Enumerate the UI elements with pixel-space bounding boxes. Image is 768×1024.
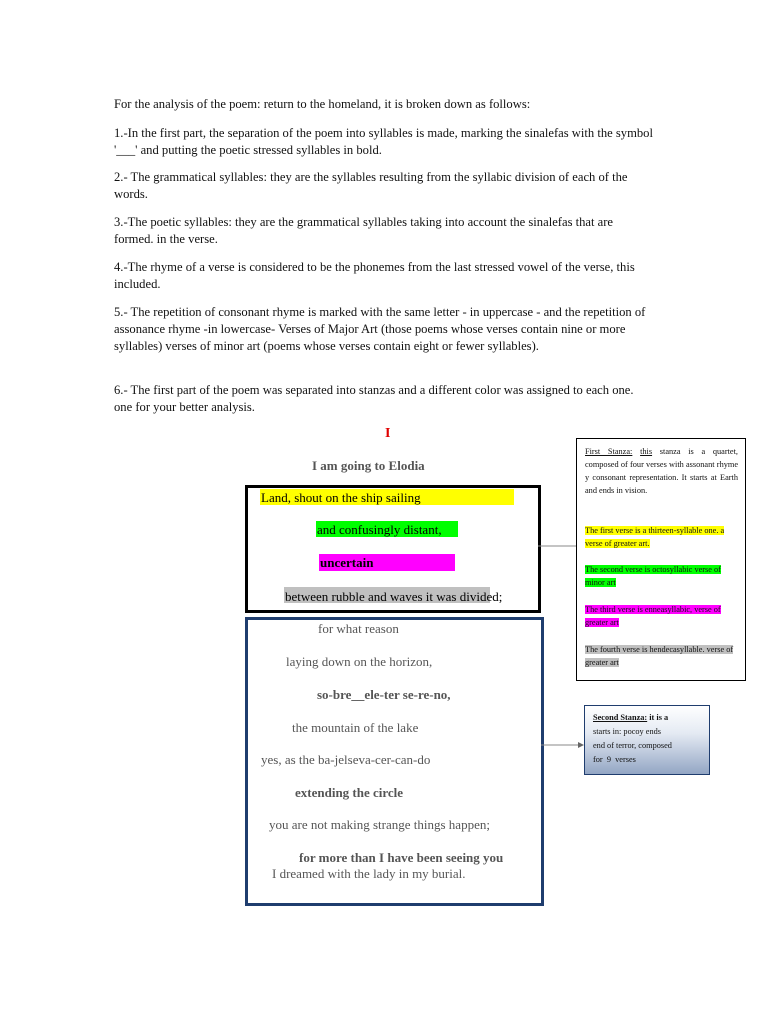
first-stanza-intro <box>585 445 738 497</box>
stanza-1-line-3: uncertain <box>320 555 374 570</box>
second-stanza-text <box>593 711 703 767</box>
second-stanza-note <box>584 705 710 775</box>
note-verse-2: The second verse is octosyllabic verse of minor art <box>585 565 721 587</box>
first-stanza-note <box>576 438 746 681</box>
point-4: 4.-The rhyme of a verse is considered to be the phonemes from the last stressed vowel of the verse, this included. <box>114 260 635 291</box>
note-verse-4: The fourth verse is hendecasyllable. verse of greater art <box>585 645 734 667</box>
point-1: 1.-In the first part, the separation of the poem into syllables is made, marking the sinalefas with the symbol '___' and putting the poetic stressed syllables in bold. <box>114 126 653 157</box>
intro-paragraph: For the analysis of the poem: return to the homeland, it is broken down as follows: <box>114 97 531 111</box>
stanza-2-line-4: the mountain of the lake <box>292 720 419 735</box>
stanza-1-line-2: and confusingly distant, <box>317 522 442 537</box>
stanza-2-line-5: yes, as the ba-jelseva-cer-can-do <box>261 752 431 767</box>
stanza-2-line-9: I dreamed with the lady in my burial. <box>272 866 466 881</box>
first-stanza-heading: First Stanza: <box>585 447 633 456</box>
second-stanza-heading: Second Stanza: <box>593 713 648 722</box>
first-stanza-text: stanza is a quartet, composed of four verses with assonant rhyme y consonant representation. It starts at Earth and ends in vision. <box>585 447 738 495</box>
second-stanza-line-2: starts in: pocoy ends <box>593 727 661 736</box>
poem-title: I am going to Elodia <box>312 458 425 473</box>
stanza-1-line-4: between rubble and waves it was divided; <box>285 589 503 604</box>
stanza-2-line-8: for more than I have been seeing you <box>299 850 504 865</box>
second-stanza-line-4: for 9 verses <box>593 755 636 764</box>
stanza-1-line-1: Land, shout on the ship sailing <box>261 490 421 505</box>
stanza-2-line-3: so-bre__ele-ter se-re-no, <box>317 687 451 702</box>
section-numeral: I <box>385 426 391 441</box>
point-2: 2.- The grammatical syllables: they are the syllables resulting from the syllabic division of each of the words. <box>114 170 628 201</box>
stanza-2-line-7: you are not making strange things happen; <box>269 817 490 832</box>
stanza-2-line-6: extending the circle <box>295 785 404 800</box>
note-verse-1: The first verse is a thirteen-syllable one. a verse of greater art. <box>585 526 725 548</box>
note-verse-3: The third verse is enneasyllabic, verse of greater art <box>585 605 721 627</box>
second-stanza-line-3: end of terror, composed <box>593 741 672 750</box>
point-3: 3.-The poetic syllables: they are the grammatical syllables taking into account the sinalefas that are formed. in the verse. <box>114 215 614 246</box>
stanza-2-line-1: for what reason <box>318 621 399 636</box>
second-stanza-line-1: it is a <box>649 713 669 722</box>
point-5: 5.- The repetition of consonant rhyme is marked with the same letter - in uppercase - and the repetition of assonance rhyme -in lowercase- Verses of Major Art (those poems whose verses contain nine or more syllables) verses of minor art (poems whose verses contain eight or fewer syllables). <box>114 305 646 353</box>
stanza-2-line-2: laying down on the horizon, <box>286 654 433 669</box>
first-stanza-underlined-word: this <box>640 447 653 456</box>
point-6: 6.- The first part of the poem was separated into stanzas and a different color was assigned to each one. one for your better analysis. <box>114 383 634 414</box>
